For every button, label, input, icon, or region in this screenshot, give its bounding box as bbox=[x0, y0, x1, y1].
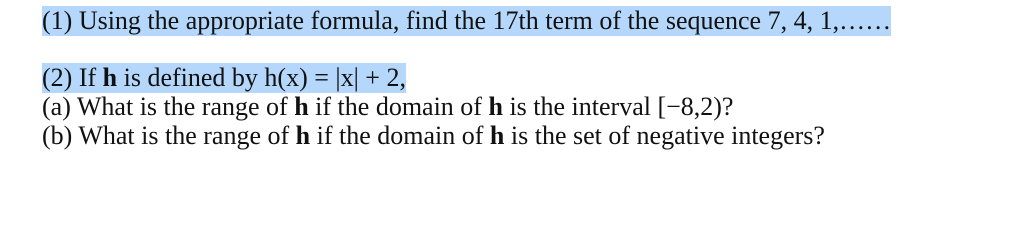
part-b-text-1: (b) What is the range of bbox=[42, 121, 296, 150]
function-symbol-h: h bbox=[488, 92, 503, 121]
function-symbol-h: h bbox=[295, 121, 311, 150]
problem-1-text: (1) Using the appropriate formula, find the 17th term of the sequence 7, 4, 1,…… bbox=[42, 6, 892, 35]
problem-2-line bbox=[42, 63, 406, 93]
part-a-text-1: (a) What is the range of bbox=[42, 92, 295, 121]
function-symbol-h: h bbox=[489, 121, 505, 150]
part-b-line bbox=[42, 121, 825, 151]
function-symbol-h: h bbox=[294, 92, 309, 121]
problem-2-definition: is defined by h(x) = |x| + 2, bbox=[117, 63, 406, 92]
problem-1-line bbox=[42, 6, 891, 36]
part-b-text-3: is the set of negative integers? bbox=[504, 121, 825, 150]
problem-2-lead: (2) If bbox=[42, 63, 103, 92]
part-a-text-3: is the interval [−8,2)? bbox=[502, 92, 734, 121]
part-a-line bbox=[42, 92, 733, 122]
function-symbol-h: h bbox=[102, 63, 118, 92]
part-b-text-2: if the domain of bbox=[310, 121, 490, 150]
part-a-text-2: if the domain of bbox=[308, 92, 489, 121]
